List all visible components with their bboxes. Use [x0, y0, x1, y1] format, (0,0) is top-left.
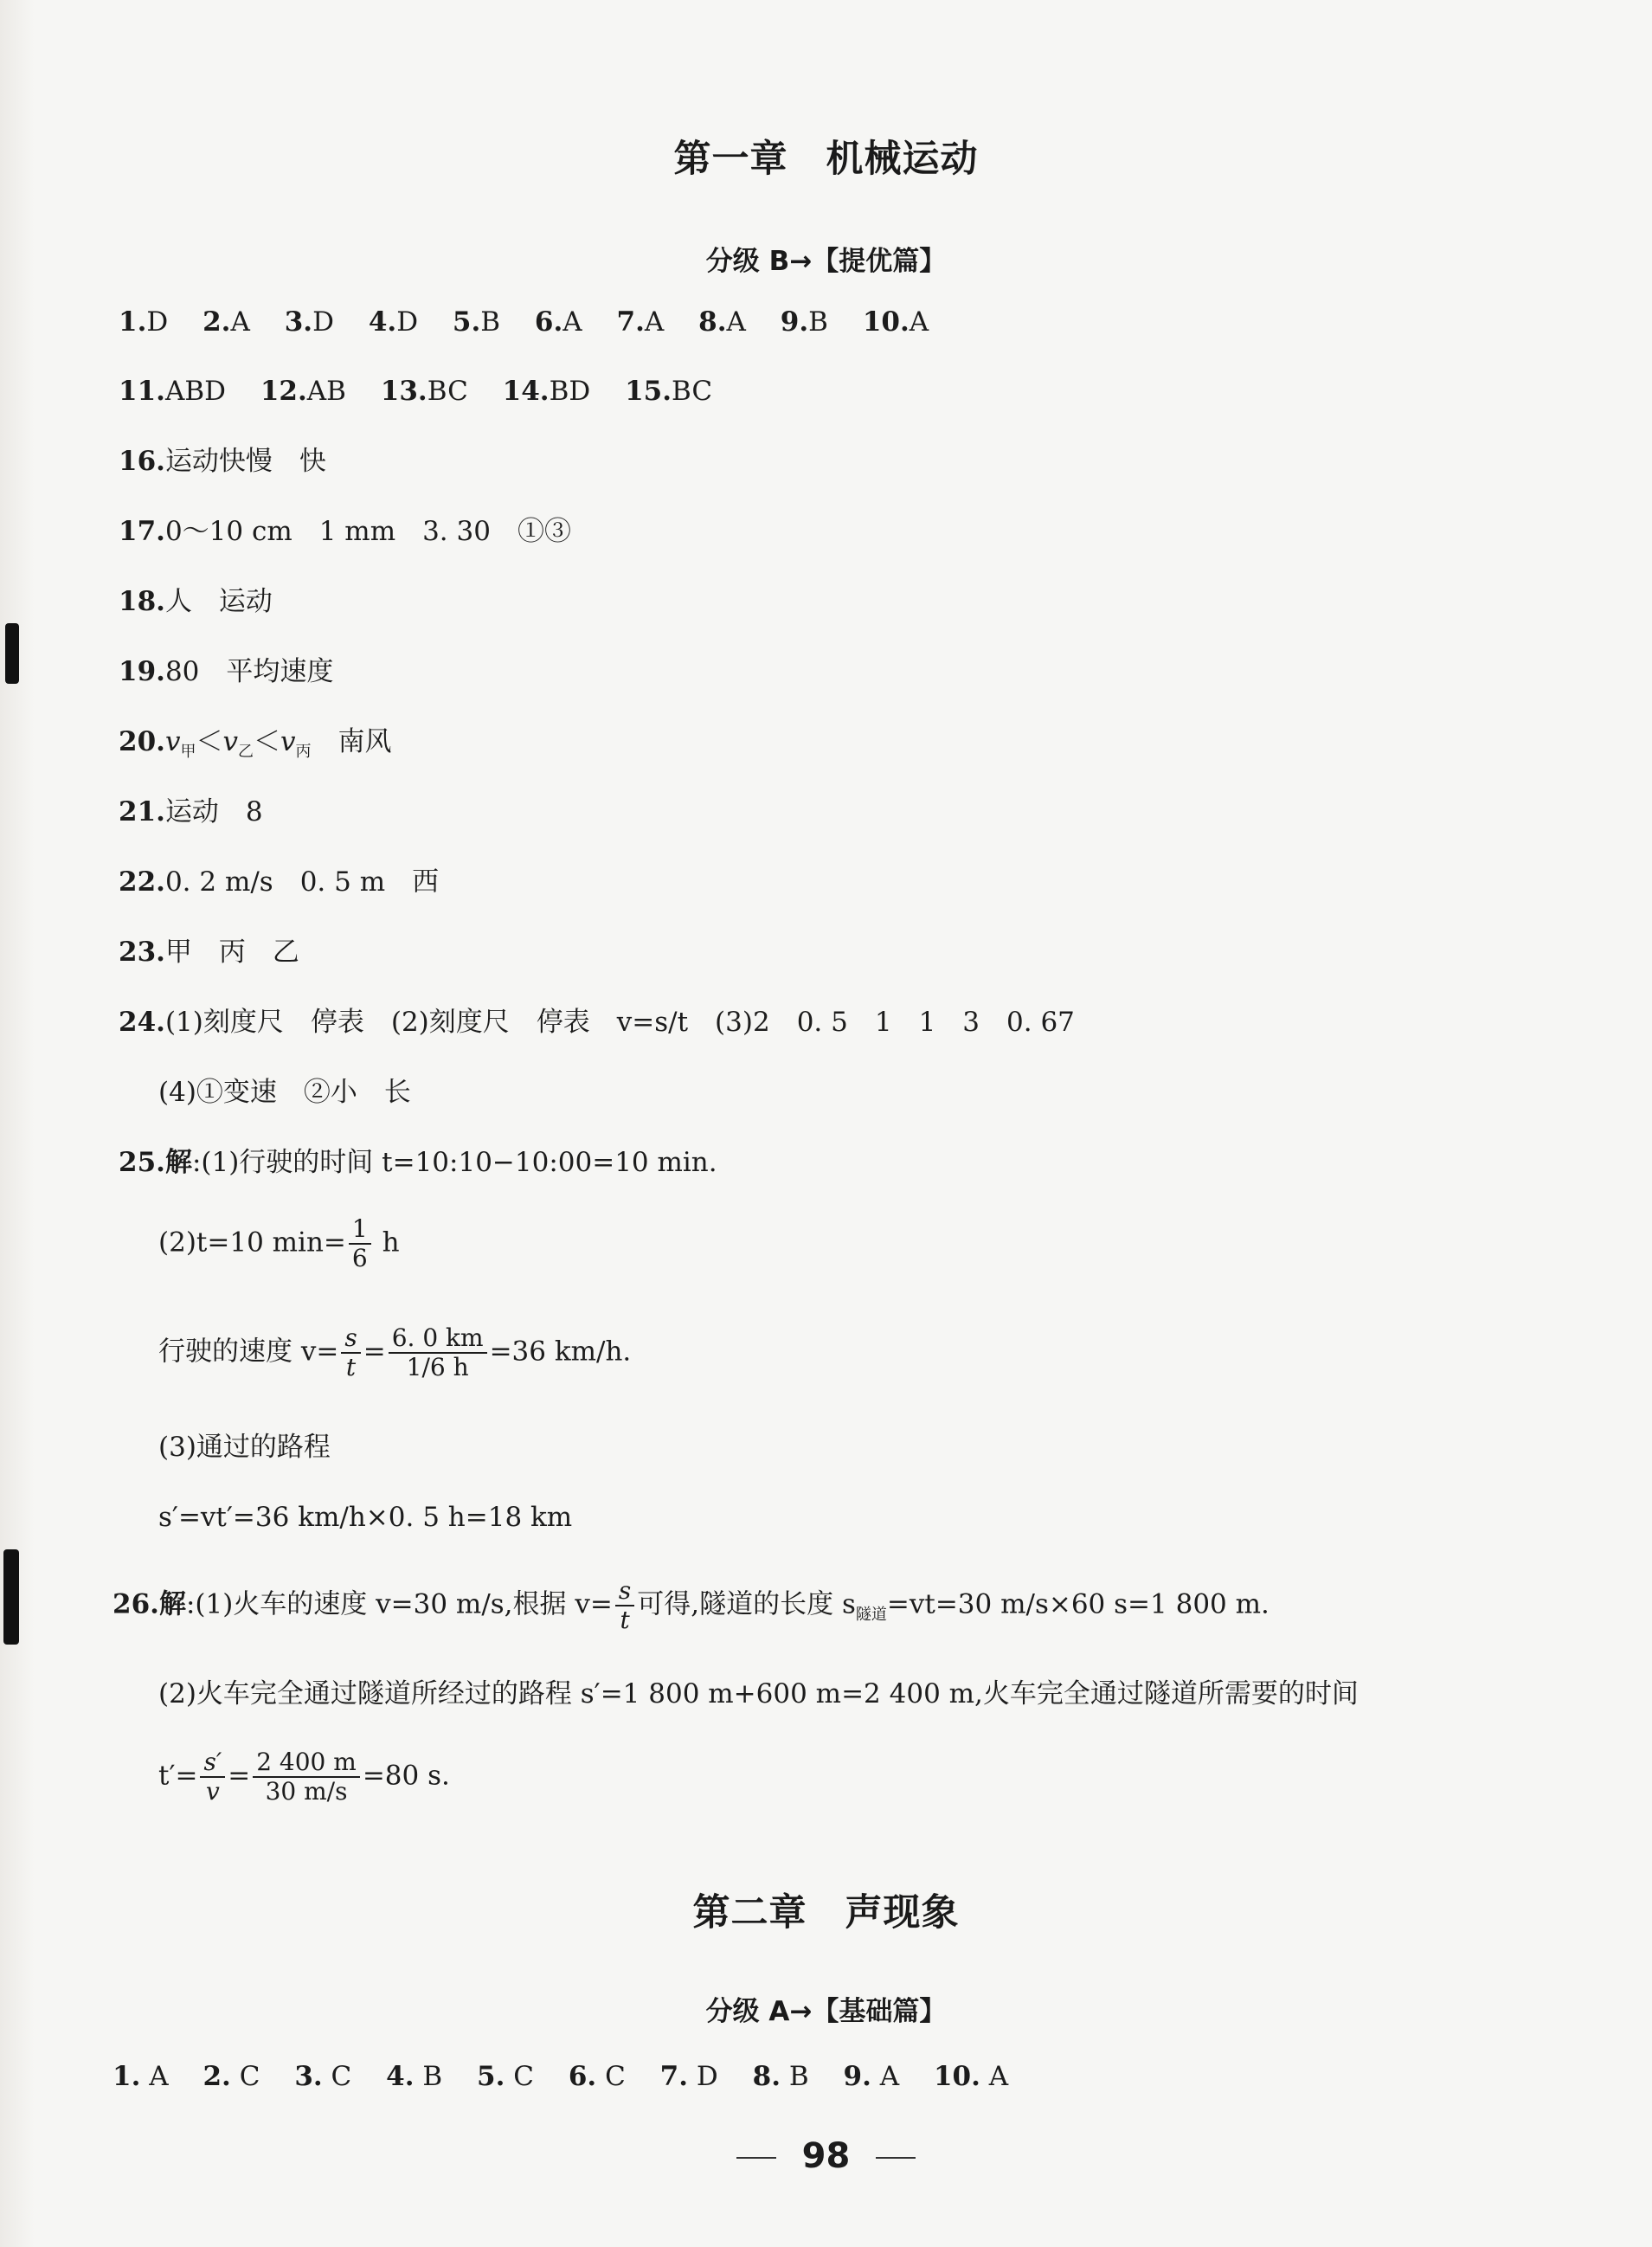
answer-22: 22.0. 2 m/s 0. 5 m 西 — [119, 866, 440, 898]
chapter-title-2: 第二章 声现象 — [692, 1891, 960, 1935]
page-number: 98 — [0, 2136, 1652, 2176]
answer-25-line2: (2)t=10 min= $\frac{1}{6}$ h — [158, 1214, 400, 1273]
answer-25-line4: (3)通过的路程 — [158, 1432, 331, 1463]
answer-26-line1: 26.解:(1)火车的速度 v=30 m/s,根据 v= $\frac{s}{t}$ 可得,隧道的长度 $s_{隧道}=vt=30$ m/s×60 s=1 800 m. — [112, 1576, 1270, 1635]
page-number-dash-right — [876, 2157, 916, 2159]
page-number-dash-left — [736, 2157, 776, 2159]
answer-17: 17.0～10 cm 1 mm 3. 30 ①③ — [119, 516, 571, 547]
scan-mark-top — [5, 623, 19, 684]
answer-row-ch2-1-10: 1. A 2. C 3. C 4. B 5. C 6. C 7. D 8. B 9. A 10. A — [112, 2061, 1009, 2092]
answer-16: 16.运动快慢 快 — [119, 446, 326, 477]
answer-row-1-10: 1.D 2.A 3.D 4.D 5.B 6.A 7.A 8.A 9.B 10.A — [119, 306, 929, 338]
section-title: 分级 B→【提优篇】 — [705, 246, 947, 277]
chapter-title: 第一章 机械运动 — [673, 138, 979, 181]
answer-26-line3: t′= $\frac{s'}{v}$ = $\frac{2 400 m}{30 m/s}$ =80 s. — [158, 1748, 450, 1806]
answer-26-line2: (2)火车完全通过隧道所经过的路程 s′=1 800 m+600 m=2 400 m,火车完全通过隧道所需要的时间 — [158, 1678, 1359, 1709]
section-title-2: 分级 A→【基础篇】 — [705, 1996, 947, 2027]
answer-21: 21.运动 8 — [119, 796, 263, 827]
answer-24-cont: (4)①变速 ②小 长 — [158, 1077, 411, 1108]
scan-mark-bottom — [3, 1549, 19, 1645]
answer-row-11-15: 11.ABD 12.AB 13.BC 14.BD 15.BC — [119, 376, 713, 407]
answer-18: 18.人 运动 — [119, 586, 273, 617]
answer-25-line1: 25.解:(1)行驶的时间 t=10:10−10:00=10 min. — [119, 1147, 717, 1178]
answer-25-line5: s′=vt′=36 km/h×0. 5 h=18 km — [158, 1502, 573, 1533]
answer-25-line3: 行驶的速度 v= $\frac{s}{t}$ = $\frac{6. 0 km}{1/6 h}$ =36 km/h. — [158, 1323, 632, 1382]
answer-23: 23.甲 丙 乙 — [119, 937, 299, 968]
answer-24: 24.(1)刻度尺 停表 (2)刻度尺 停表 v=s/t (3)2 0. 5 1 1 3 0. 67 — [119, 1007, 1075, 1038]
answer-20: $20.v_甲<v_乙<v_丙$ 南风 — [119, 726, 392, 762]
answer-19: 19.80 平均速度 — [119, 656, 334, 687]
